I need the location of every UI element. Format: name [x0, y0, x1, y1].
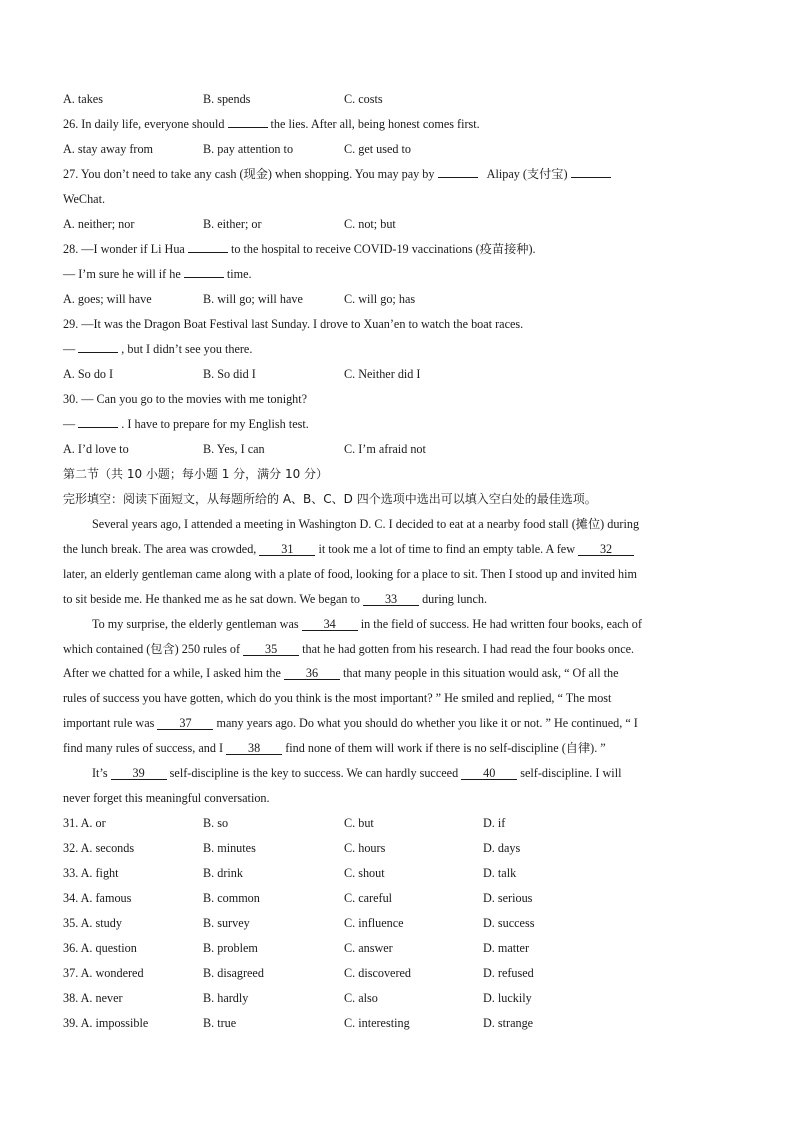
passage-text: it took me a lot of time to find an empty table. A few	[318, 542, 575, 556]
passage-line	[92, 765, 621, 781]
option-35-c: C. influence	[344, 916, 404, 930]
passage-text: many years ago. Do what you should do whether you like it or not. ” He continued, “ I	[216, 716, 638, 730]
q28-stem-2	[63, 266, 252, 282]
passage-text: that he had gotten from his research. I had read the four books once.	[302, 642, 635, 656]
blank-34: 34	[302, 618, 358, 631]
option-32-a: 32. A. seconds	[63, 841, 135, 855]
q28-text-pre: 28. —I wonder if Li Hua	[63, 242, 185, 256]
option-33-c: C. shout	[344, 866, 385, 880]
q26-stem	[63, 116, 480, 132]
q26-blank	[228, 127, 268, 128]
q27-stem	[63, 166, 611, 182]
option-38-a: 38. A. never	[63, 991, 123, 1005]
option-34-b: B. common	[203, 891, 260, 905]
option-36-a: 36. A. question	[63, 941, 137, 955]
passage-line	[92, 616, 642, 632]
q27-blank-1	[438, 177, 478, 178]
passage-line: rules of success you have gotten, which do you think is the most important? ” He smiled and replied, “ The most	[63, 691, 612, 705]
q28-blank-2	[184, 277, 224, 278]
q29-blank	[78, 352, 118, 353]
option-36-b: B. problem	[203, 941, 258, 955]
q30-text-post: . I have to prepare for my English test.	[121, 417, 309, 431]
q28-text-pre2: — I’m sure he will if he	[63, 267, 181, 281]
option-36-c: C. answer	[344, 941, 393, 955]
option-32-b: B. minutes	[203, 841, 256, 855]
option-35-a: 35. A. study	[63, 916, 122, 930]
q29-stem-2	[63, 341, 252, 357]
passage-line	[63, 740, 606, 756]
option-38-d: D. luckily	[483, 991, 532, 1005]
q30-option-a: A. I’d love to	[63, 442, 129, 456]
option-34-a: 34. A. famous	[63, 891, 132, 905]
passage-text: self-discipline is the key to success. We can hardly succeed	[169, 766, 459, 780]
option-33-d: D. talk	[483, 866, 517, 880]
q28-option-a: A. goes; will have	[63, 292, 152, 306]
option-37-d: D. refused	[483, 966, 534, 980]
q26-option-c: C. get used to	[344, 142, 412, 156]
passage-line	[63, 715, 638, 731]
passage-text: find many rules of success, and I	[63, 741, 224, 755]
q27-option-c: C. not; but	[344, 217, 396, 231]
passage-text: in the field of success. He had written four books, each of	[360, 617, 642, 631]
passage-line	[63, 641, 634, 657]
q27-option-a: A. neither; nor	[63, 217, 135, 231]
q28-option-b: B. will go; will have	[203, 292, 303, 306]
option-38-c: C. also	[344, 991, 378, 1005]
q28-text-post: to the hospital to receive COVID-19 vaccinations (疫苗接种).	[230, 242, 536, 256]
passage-line: Several years ago, I attended a meeting in Washington D. C. I decided to eat at a nearby food stall (摊位) during	[92, 517, 640, 531]
option-37-c: C. discovered	[344, 966, 412, 980]
section-instruction: 完形填空：阅读下面短文，从每题所给的 A、B、C、D 四个选项中选出可以填入空白处的最佳选项。	[63, 492, 597, 506]
q25-option-b: B. spends	[203, 92, 251, 106]
q28-blank-1	[188, 252, 228, 253]
option-39-d: D. strange	[483, 1016, 534, 1030]
blank-36: 36	[284, 667, 340, 680]
blank-38: 38	[226, 742, 282, 755]
q27-text-mid: Alipay (支付宝)	[486, 167, 568, 181]
passage-text: important rule was	[63, 716, 155, 730]
option-35-b: B. survey	[203, 916, 250, 930]
blank-37: 37	[157, 717, 213, 730]
q30-stem: 30. — Can you go to the movies with me tonight?	[63, 392, 308, 406]
section-title: 第二节（共 10 小题；每小题 1 分，满分 10 分）	[63, 467, 329, 481]
q30-option-c: C. I’m afraid not	[344, 442, 426, 456]
q29-stem: 29. —It was the Dragon Boat Festival last Sunday. I drove to Xuan’en to watch the boat races.	[63, 317, 524, 331]
option-31-d: D. if	[483, 816, 506, 830]
option-34-c: C. careful	[344, 891, 393, 905]
option-34-d: D. serious	[483, 891, 533, 905]
q30-blank	[78, 427, 118, 428]
option-33-a: 33. A. fight	[63, 866, 119, 880]
q27-blank-2	[571, 177, 611, 178]
q30-dash: —	[63, 417, 76, 431]
option-39-b: B. true	[203, 1016, 237, 1030]
q29-text-post: , but I didn’t see you there.	[121, 342, 253, 356]
q30-stem-2	[63, 416, 309, 432]
passage-line	[63, 665, 619, 681]
q29-option-c: C. Neither did I	[344, 367, 421, 381]
option-38-b: B. hardly	[203, 991, 249, 1005]
passage-text: during lunch.	[422, 592, 488, 606]
blank-32: 32	[578, 543, 634, 556]
passage-line	[63, 541, 634, 557]
q26-option-b: B. pay attention to	[203, 142, 294, 156]
blank-40: 40	[461, 767, 517, 780]
option-35-d: D. success	[483, 916, 535, 930]
passage-line: later, an elderly gentleman came along with a plate of food, looking for a place to sit. Then I stood up and invited him	[63, 567, 637, 581]
option-31-b: B. so	[203, 816, 229, 830]
q25-option-a: A. takes	[63, 92, 103, 106]
option-31-c: C. but	[344, 816, 374, 830]
passage-text: find none of them will work if there is no self-discipline (自律). ”	[285, 741, 606, 755]
q27-option-b: B. either; or	[203, 217, 262, 231]
passage-text: that many people in this situation would ask, “ Of all the	[343, 666, 619, 680]
q28-stem	[63, 241, 536, 257]
q26-text-post: the lies. After all, being honest comes first.	[270, 117, 480, 131]
option-31-a: 31. A. or	[63, 816, 106, 830]
option-37-b: B. disagreed	[203, 966, 264, 980]
blank-31: 31	[259, 543, 315, 556]
option-32-d: D. days	[483, 841, 521, 855]
blank-33: 33	[363, 593, 419, 606]
passage-text: which contained (包含) 250 rules of	[63, 642, 241, 656]
option-32-c: C. hours	[344, 841, 386, 855]
passage-text: the lunch break. The area was crowded,	[63, 542, 257, 556]
q25-option-c: C. costs	[344, 92, 383, 106]
q29-option-a: A. So do I	[63, 367, 114, 381]
option-36-d: D. matter	[483, 941, 530, 955]
passage-line	[63, 591, 487, 607]
passage-text: to sit beside me. He thanked me as he sat down. We began to	[63, 592, 360, 606]
option-39-c: C. interesting	[344, 1016, 410, 1030]
blank-35: 35	[243, 643, 299, 656]
q30-option-b: B. Yes, I can	[203, 442, 265, 456]
passage-line: never forget this meaningful conversation.	[63, 791, 270, 805]
passage-text: self-discipline. I will	[520, 766, 622, 780]
passage-text: After we chatted for a while, I asked him the	[63, 666, 281, 680]
q27-stem-cont: WeChat.	[63, 192, 106, 206]
q27-text-pre: 27. You don’t need to take any cash (现金) when shopping. You may pay by	[63, 167, 435, 181]
q29-dash: —	[63, 342, 76, 356]
blank-39: 39	[111, 767, 167, 780]
passage-text: To my surprise, the elderly gentleman was	[92, 617, 299, 631]
q28-option-c: C. will go; has	[344, 292, 416, 306]
q26-option-a: A. stay away from	[63, 142, 154, 156]
q26-text-pre: 26. In daily life, everyone should	[63, 117, 225, 131]
option-37-a: 37. A. wondered	[63, 966, 144, 980]
passage-text: It’s	[92, 766, 108, 780]
option-33-b: B. drink	[203, 866, 243, 880]
q29-option-b: B. So did I	[203, 367, 256, 381]
q28-text-post2: time.	[226, 267, 252, 281]
option-39-a: 39. A. impossible	[63, 1016, 149, 1030]
